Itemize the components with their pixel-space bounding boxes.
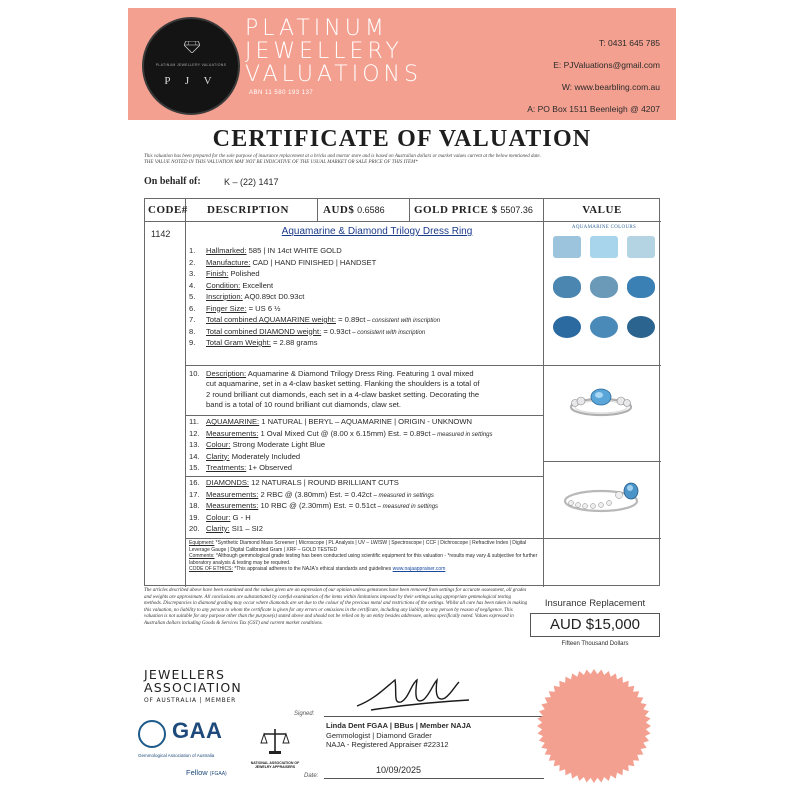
address: A: PO Box 1511 Beenleigh @ 4207 xyxy=(527,104,660,114)
naja-link[interactable]: www.najaappraiser.com xyxy=(392,566,446,573)
description-line: cut aquamarine, set in a 4-claw basket setting. Flanking the shoulders is a total of xyxy=(206,379,480,389)
signer-role2: NAJA - Registered Appraiser #22312 xyxy=(326,740,449,749)
gem-swatch xyxy=(590,276,618,298)
diamond-row: 18. Measurements: 10 RBC @ (2.30mm) Est. = 0.51ct – measured in settings xyxy=(189,501,439,510)
ring-side-photo xyxy=(553,467,653,529)
divider xyxy=(185,538,543,539)
ja-line3: OF AUSTRALIA | MEMBER xyxy=(144,697,237,704)
item-name: Aquamarine & Diamond Trilogy Dress Ring xyxy=(281,226,473,237)
certificate-title: CERTIFICATE OF VALUATION xyxy=(212,126,592,152)
description-section xyxy=(189,369,541,411)
scales-icon xyxy=(260,726,290,756)
spec-section xyxy=(189,246,440,350)
gem-swatch xyxy=(553,236,581,258)
divider xyxy=(543,365,661,366)
aquamarine-row: 13. Colour: Strong Moderate Light Blue xyxy=(189,440,326,449)
col-description-header: DESCRIPTION xyxy=(207,204,289,216)
col-aud-header: AUD$ 0.6586 xyxy=(323,204,385,216)
aquamarine-row: 12. Measurements: 1 Oval Mixed Cut @ (8.00 x 6.15mm) Est. = 0.89ct – measured in settings xyxy=(189,428,493,438)
disclaimer-text: The articles described above have been examined and the values given are an expression of our opinion unless gemstones have been removed from settings for accurate assessment, all grades and weights are approximate. All conclusions are substantiated by careful examination of the items within limitations imposed by their settings using appropriate gemmological testing methods. Discrepancies in diamond grading may occur where diamonds are set due to the colour of the precious metal and restrictions of the settings. Whilst all care has been taken in making this valuation, no liability to any person to whom the certificate is given for any errors or omissions in the certificate, including any liability to any person by reason of negligence. This valuation is not suitable for any purpose other than the purpose(s) stated above and should not be relied on by an entity besides addressee, unless specifically noted. Values expressed in Australian dollars including Goods & Services Tax (GST) and current market conditions. xyxy=(144,588,528,626)
valuation-table xyxy=(144,198,660,586)
insurance-box xyxy=(530,598,660,647)
header-banner xyxy=(128,8,676,120)
insurance-words: Fifteen Thousand Dollars xyxy=(561,641,629,647)
jewellers-association-logo xyxy=(144,668,242,707)
divider xyxy=(543,461,661,462)
diamond-section xyxy=(189,478,438,536)
col-gold-header: GOLD PRICE $ 5507.36 xyxy=(414,204,533,216)
intro-line2: THE VALUE NOTED IN THIS VALUATION MAY NOT BE INDICATIVE OF THE USUAL MARKET OR SALE PRICE OF THIS ITEM* xyxy=(144,160,418,165)
diamond-row: 20. Clarity: SI1 – SI2 xyxy=(189,524,263,533)
divider xyxy=(409,199,410,221)
logo-initials: P J V xyxy=(164,75,218,87)
phone[interactable]: T: 0431 645 785 xyxy=(599,38,660,48)
divider xyxy=(317,199,318,221)
spec-row: 7. Total combined AQUAMARINE weight: = 0.89ct – consistent with inscription xyxy=(189,315,441,324)
divider xyxy=(543,538,661,539)
behalf-label: On behalf of: xyxy=(144,176,201,187)
gaa-text: GAA xyxy=(172,718,223,743)
fellow-label: Fellow (FGAA) xyxy=(186,768,227,777)
date-line xyxy=(324,778,544,779)
gem-chart-title: AQUAMARINE COLOURS xyxy=(571,225,637,230)
description-line: 2 round brilliant cut diamonds, each set in a 4-claw basket setting. Decorating the xyxy=(206,389,480,399)
intro-text xyxy=(144,154,664,166)
ethics-line: CODE OF ETHICS: *This appraisal adheres to the NAJA's ethical standards and guidelines www.najaappraiser.com xyxy=(189,566,446,573)
spec-row: 6. Finger Size: = US 6 ½ xyxy=(189,303,281,313)
signer-block xyxy=(326,721,471,750)
insurance-value: AUD $15,000 xyxy=(530,613,660,637)
signed-label: Signed: xyxy=(294,711,315,717)
diamond-icon xyxy=(184,41,200,53)
spec-row: 5. Inscription: AQ0.89ct D0.93ct xyxy=(189,292,305,301)
brand-line2: JEWELLERY xyxy=(245,39,403,64)
brand-name xyxy=(245,17,422,86)
gem-swatch xyxy=(590,316,618,338)
email[interactable]: E: PJValuations@gmail.com xyxy=(553,60,660,70)
diamond-row: 16. DIAMONDS: 12 NATURALS | ROUND BRILLIANT CUTS xyxy=(189,478,399,487)
gem-grid xyxy=(549,230,659,360)
date-value: 10/09/2025 xyxy=(376,765,422,775)
contact-block xyxy=(527,32,660,120)
seal-sticker xyxy=(536,668,652,784)
spec-row: 2. Manufacture: CAD | HAND FINISHED | HANDSET xyxy=(189,257,377,267)
description-line: 10. Description: Aquamarine & Diamond Trilogy Dress Ring. Featuring 1 oval mixed xyxy=(189,369,474,378)
description-line: band is a total of 10 round brilliant cut diamonds, claw set. xyxy=(206,400,402,410)
diamond-row: 17. Measurements: 2 RBC @ (3.80mm) Est. = 0.42ct – measured in settings xyxy=(189,489,434,499)
intro-line1: This valuation has been prepared for the sole purpose of insurance replacement at a bricks and mortar store and is based on Australian dollars or market values current at the below mentioned date. xyxy=(144,154,541,159)
signer-role1: Gemmologist | Diamond Grader xyxy=(326,730,432,740)
date-label: Date: xyxy=(304,773,319,779)
gem-swatch xyxy=(627,316,655,338)
signer-name: Linda Dent FGAA | BBus | Member NAJA xyxy=(326,721,472,730)
divider xyxy=(185,199,186,587)
divider xyxy=(185,476,543,477)
gaa-emblem-icon xyxy=(138,720,166,748)
ja-line1: JEWELLERS xyxy=(144,667,226,682)
gem-swatch xyxy=(627,236,655,258)
equipment-section xyxy=(189,540,541,573)
divider xyxy=(543,199,544,587)
gaa-subtitle: Gemmological Association of Australia xyxy=(138,753,215,758)
diamond-row: 19. Colour: G - H xyxy=(189,512,251,522)
comments-line: Comments: *Although gemmological grade testing has been conducted using scientific equipment for this valuation - *results may vary & subjective for further laboratory analysis & testing may be required. xyxy=(189,553,538,566)
spec-row: 8. Total combined DIAMOND weight: = 0.93ct – consistent with inscription xyxy=(189,326,426,336)
aquamarine-row: 15. Treatments: 1+ Observed xyxy=(189,463,293,472)
gem-swatch xyxy=(553,276,581,298)
naja-text: NATIONAL ASSOCIATION OF JEWELRY APPRAISERS xyxy=(250,761,300,769)
divider xyxy=(185,415,543,416)
divider xyxy=(185,365,543,366)
col-value-header: VALUE xyxy=(582,204,622,216)
item-code: 1142 xyxy=(151,229,171,239)
brand-line3: VALUATIONS xyxy=(245,62,422,87)
signature-graphic xyxy=(353,670,473,716)
insurance-label: Insurance Replacement xyxy=(544,598,646,609)
spec-row: 3. Finish: Polished xyxy=(189,269,260,278)
aquamarine-row: 14. Clarity: Moderately Included xyxy=(189,451,301,461)
aquamarine-section xyxy=(189,417,493,475)
gold-price: 5507.36 xyxy=(500,205,533,215)
col-code-header: CODE# xyxy=(148,204,188,216)
divider xyxy=(145,221,661,222)
spec-row: 4. Condition: Excellent xyxy=(189,280,274,290)
ja-line2: ASSOCIATION xyxy=(144,680,242,695)
aquamarine-row: 11. AQUAMARINE: 1 NATURAL | BERYL – AQUAMARINE | ORIGIN - UNKNOWN xyxy=(189,417,472,426)
naja-logo xyxy=(250,726,300,769)
signature-line xyxy=(324,716,544,717)
pjv-logo xyxy=(142,17,240,115)
logo-tiny-text: PLATINUM JEWELLERY VALUATIONS xyxy=(155,63,227,67)
ring-front-photo xyxy=(553,371,649,451)
spec-row: 9. Total Gram Weight: = 2.88 grams xyxy=(189,338,318,347)
gem-swatch xyxy=(553,316,581,338)
abn-number: ABN 11 580 193 137 xyxy=(249,90,314,96)
gem-swatch xyxy=(590,236,618,258)
gem-swatch xyxy=(627,276,655,298)
behalf-value: K – (22) 1417 xyxy=(224,177,279,187)
certificate-page xyxy=(128,8,676,790)
spec-row: 1. Hallmarked: 585 | IN 14ct WHITE GOLD xyxy=(189,246,342,255)
website[interactable]: W: www.bearbling.com.au xyxy=(561,82,660,92)
aquamarine-colour-chart xyxy=(549,225,659,360)
equipment-line: Equipment: *Synthetic Diamond Mass Screener | Microscope | PL Analysis | UV – LW/SW | Spectroscope | CCF | Dichroscope | Refractive Index | Digital Leverage Gauge | Digital Calibrated Gram | XRF – GOLD TESTED xyxy=(189,540,527,553)
brand-line1: PLATINUM xyxy=(245,16,388,41)
aud-rate: 0.6586 xyxy=(357,205,385,215)
